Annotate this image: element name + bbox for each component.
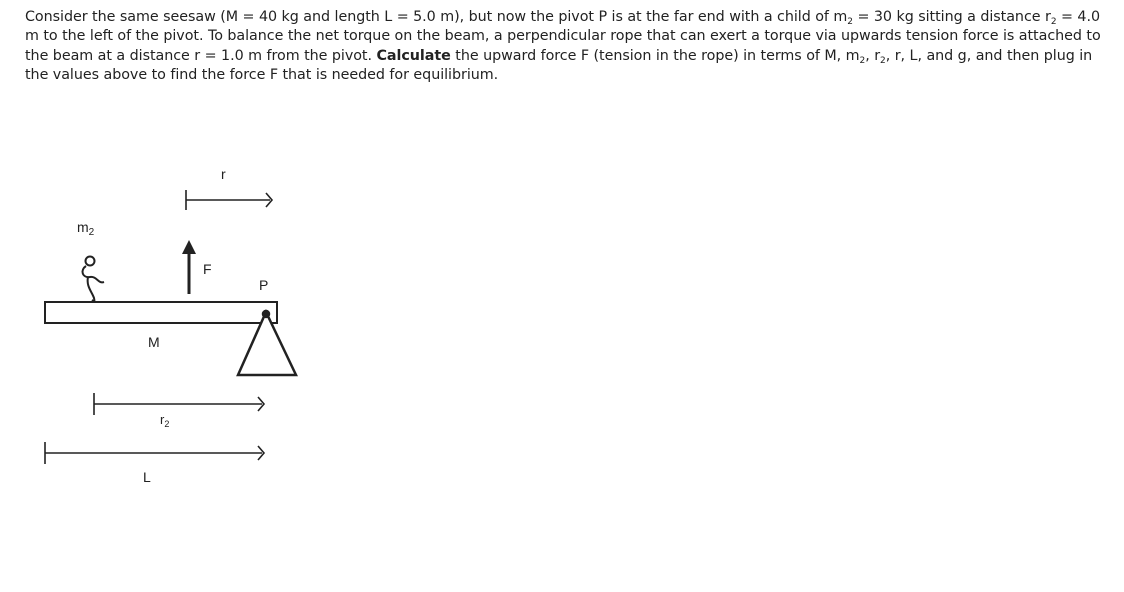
problem-text-1: Consider the same seesaw (M = 40 kg and length L = 5.0 m), but now the pivot P is at the far end with a child of m <box>25 9 848 25</box>
problem-text-5: , r <box>865 47 881 64</box>
m2-label-sub: 2 <box>88 227 95 238</box>
r-dimension-arrow <box>186 190 272 210</box>
problem-text-2: = 30 kg sitting a distance r <box>852 9 1051 25</box>
r2-label-base: r <box>160 412 165 427</box>
l-dimension-arrow <box>45 442 264 464</box>
calculate-keyword: Calculate <box>376 47 451 64</box>
problem-text-6: , r, L, and g, and then plug in the values above to find the force F that is needed for equilibrium. <box>25 47 1093 83</box>
r2-label <box>160 412 169 429</box>
subscript-r2: 2 <box>1050 17 1057 27</box>
force-f-arrow <box>182 240 196 294</box>
subscript-m2: 2 <box>847 17 853 27</box>
l-label: L <box>143 469 151 485</box>
problem-text-3: = 4.0 m to the left of the pivot. To balance the net torque on the beam, a perpendicular rope that can exert a torque via upwards tension force is attached to the beam at a distance r = 1.0 m from the pivot. <box>25 9 1101 64</box>
r2-dimension-arrow <box>94 393 264 415</box>
subscript-r2-second: 2 <box>880 55 886 66</box>
m2-label <box>77 219 95 238</box>
p-label: P <box>259 277 269 293</box>
seesaw-beam <box>45 302 277 323</box>
m2-label-base: m <box>77 219 89 235</box>
r2-label-sub: 2 <box>164 419 170 429</box>
subscript-m2-second: 2 <box>859 55 866 66</box>
r-label: r <box>221 166 226 182</box>
f-label: F <box>203 261 212 277</box>
problem-text-4: the upward force F (tension in the rope) in terms of M, m <box>450 47 860 64</box>
m-label: M <box>148 334 160 350</box>
